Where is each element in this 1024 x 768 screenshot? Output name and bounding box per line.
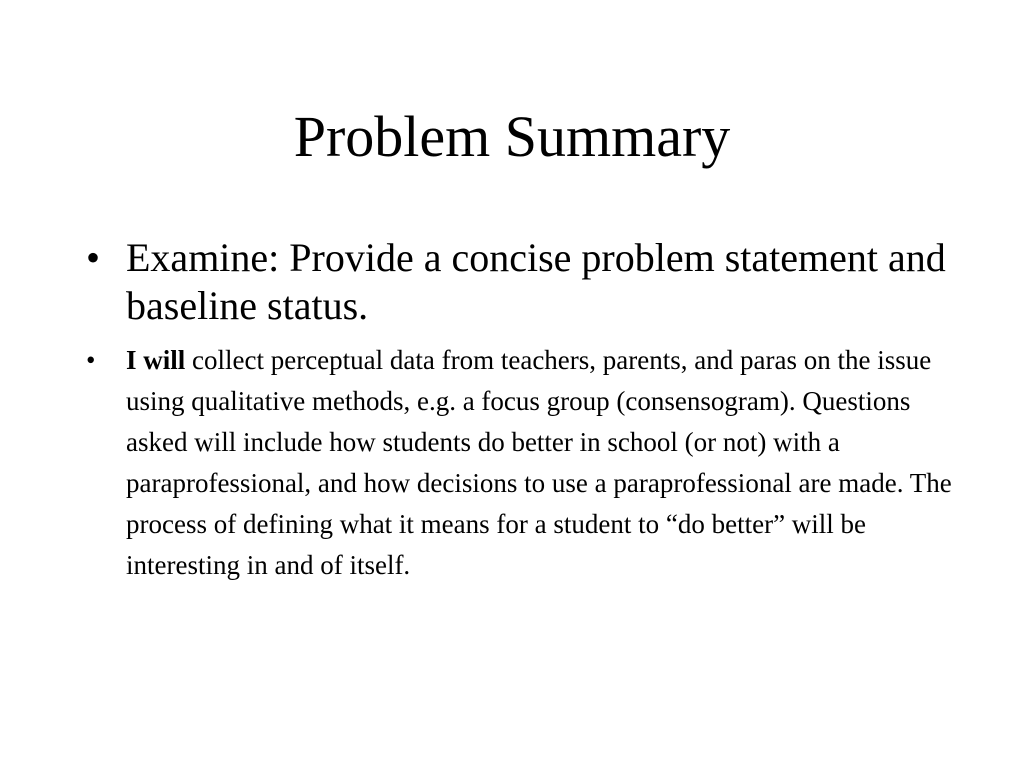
bullet-text: Examine: Provide a concise problem statement and baseline status.: [126, 235, 946, 328]
bullet-marker: •: [86, 345, 96, 375]
bullet-lead-text: I will: [126, 345, 186, 375]
bullet-text: collect perceptual data from teachers, parents, and paras on the issue using qualitative methods, e.g. a focus group (consensogram). Questions asked will include how students do better in school (or not) with a paraprofessional, and how decisions to use a paraprofessional are made. The process of defining what it means for a student to “do better” will be interesting in and of itself.: [126, 345, 952, 580]
bullet-list: [86, 234, 956, 586]
slide-title: Problem Summary: [293, 104, 731, 169]
bullet-item-i-will: [86, 340, 956, 586]
bullet-item-examine: [86, 234, 956, 330]
bullet-marker: •: [86, 235, 101, 280]
